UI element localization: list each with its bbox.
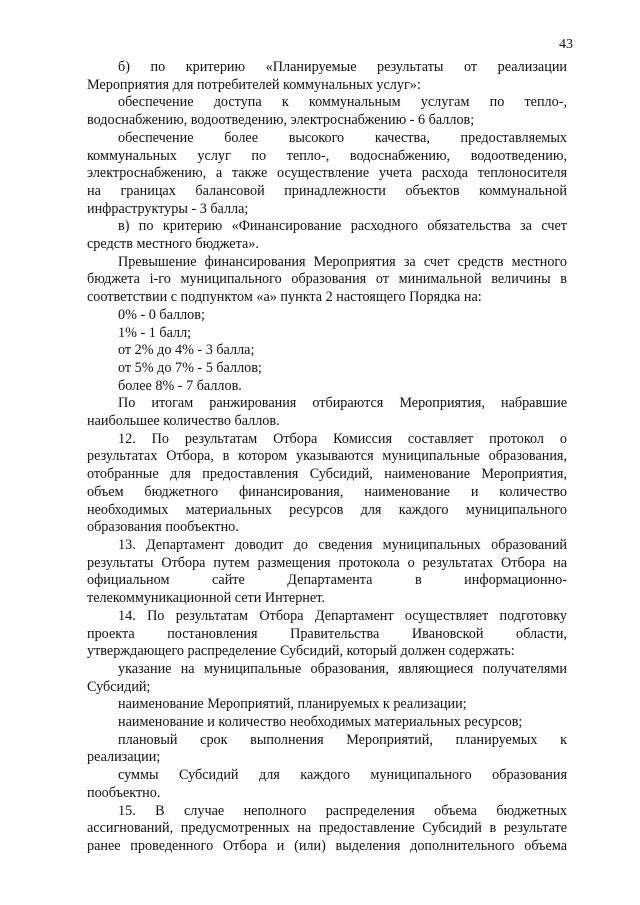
section-13-line-2: результаты Отбора путем размещения протокола о результатах Отбора на bbox=[87, 554, 567, 571]
section-15-line-3: ранее проведенного Отбора и (или) выделения дополнительного объема bbox=[87, 837, 567, 854]
score-item-4: более 8% - 7 баллов. bbox=[118, 377, 242, 394]
quality-line-5: инфраструктуры - 3 балла; bbox=[87, 200, 249, 217]
section-13-line-3: официальном сайте Департамента в информационно- bbox=[87, 572, 567, 589]
section-12-line-3: отобранные для предоставления Субсидий, наименование Мероприятия, bbox=[87, 466, 567, 483]
ranking-line-1: По итогам ранжирования отбираются Мероприятия, набравшие bbox=[118, 395, 567, 412]
quality-line-4: на границах балансовой принадлежности объектов коммунальной bbox=[87, 182, 567, 199]
section-14-line-3: утверждающего распределение Субсидий, который должен содержать: bbox=[87, 643, 515, 660]
score-item-2: от 2% до 4% - 3 балла; bbox=[118, 342, 255, 359]
score-item-1: 1% - 1 балл; bbox=[118, 324, 192, 341]
page-number: 43 bbox=[559, 37, 573, 52]
access-line-2: водоснабжению, водоотведению, электроснабжению - 6 баллов; bbox=[87, 112, 475, 129]
section-13-line-1: 13. Департамент доводит до сведения муниципальных образований bbox=[118, 536, 567, 553]
criterion-v-line-2: средств местного бюджета». bbox=[87, 236, 259, 253]
section-12-line-2: результатах Отбора, в котором указываются муниципальные образования, bbox=[87, 448, 567, 465]
section-12-line-6: образования пообъектно. bbox=[87, 519, 239, 536]
excess-line-3: соответствии с подпунктом «а» пункта 2 настоящего Порядка на: bbox=[87, 289, 482, 306]
ranking-line-2: наибольшее количество баллов. bbox=[87, 413, 280, 430]
section-14-item-2: наименование Мероприятий, планируемых к реализации; bbox=[118, 696, 467, 713]
section-15-line-1: 15. В случае неполного распределения объема бюджетных bbox=[118, 802, 567, 819]
excess-line-2: бюджета i-го муниципального образования от минимальной величины в bbox=[87, 271, 567, 288]
section-14-item-1-line-1: указание на муниципальные образования, являющиеся получателями bbox=[118, 660, 567, 677]
section-13-line-4: телекоммуникационной сети Интернет. bbox=[87, 590, 325, 607]
score-item-3: от 5% до 7% - 5 баллов; bbox=[118, 359, 262, 376]
section-15-line-2: ассигнований, предусмотренных на предоставление Субсидий в результате bbox=[87, 820, 567, 837]
section-12-line-1: 12. По результатам Отбора Комиссия составляет протокол о bbox=[118, 430, 567, 447]
criterion-b-line-1: б) по критерию «Планируемые результаты от реализации bbox=[118, 59, 567, 75]
section-14-line-1: 14. По результатам Отбора Департамент осуществляет подготовку bbox=[118, 607, 567, 624]
section-14-line-2: проекта постановления Правительства Ивановской области, bbox=[87, 625, 567, 642]
criterion-v-line-1: в) по критерию «Финансирование расходного обязательства за счет bbox=[118, 218, 567, 235]
quality-line-3: электроснабжению, а также осуществление учета расхода теплоносителя bbox=[87, 165, 567, 182]
section-14-item-5-line-1: суммы Субсидий для каждого муниципального образования bbox=[118, 767, 567, 784]
quality-line-2: коммунальных услуг по тепло-, водоснабжению, водоотведению, bbox=[87, 147, 567, 164]
score-item-0: 0% - 0 баллов; bbox=[118, 306, 205, 323]
section-14-item-4-line-2: реализации; bbox=[87, 749, 161, 766]
section-14-item-4-line-1: плановый срок выполнения Мероприятий, планируемых к bbox=[118, 731, 567, 748]
section-12-line-4: объем бюджетного финансирования, наименование и количество bbox=[87, 483, 567, 500]
section-14-item-3: наименование и количество необходимых материальных ресурсов; bbox=[118, 714, 523, 731]
section-14-item-5-line-2: пообъектно. bbox=[87, 784, 161, 801]
excess-line-1: Превышение финансирования Мероприятия за счет средств местного bbox=[118, 253, 567, 270]
document-body bbox=[87, 59, 567, 856]
criterion-b-line-2: Мероприятия для потребителей коммунальных услуг»: bbox=[87, 76, 421, 93]
section-14-item-1-line-2: Субсидий; bbox=[87, 678, 151, 695]
section-12-line-5: необходимых материальных ресурсов для каждого муниципального bbox=[87, 501, 567, 518]
access-line-1: обеспечение доступа к коммунальным услугам по тепло-, bbox=[118, 94, 567, 111]
quality-line-1: обеспечение более высокого качества, предоставляемых bbox=[118, 129, 567, 146]
